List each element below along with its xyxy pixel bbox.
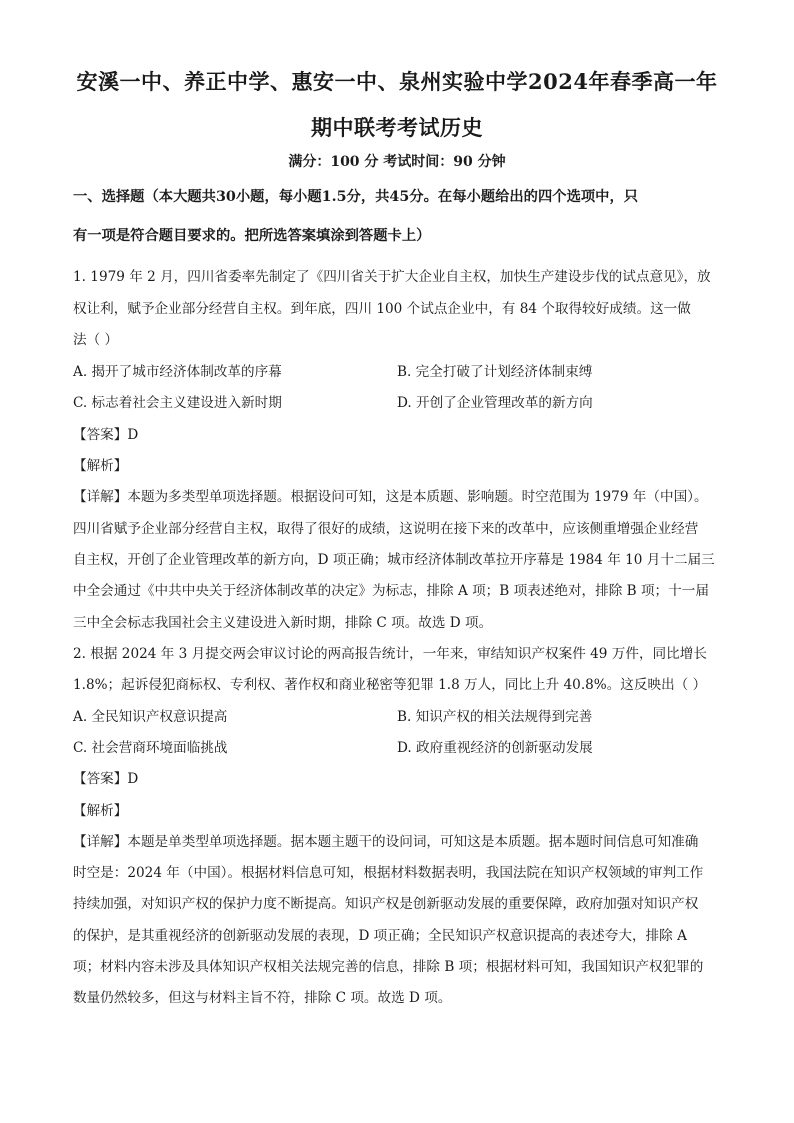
exam-title-line-1: 安溪一中、养正中学、惠安一中、泉州实验中学2024年春季高一年: [76, 69, 718, 94]
q1-option-b: B. 完全打破了计划经济体制束缚: [397, 364, 593, 380]
q2-stem-line-1: 2. 根据 2024 年 3 月提交两会审议讨论的两高报告统计，一年来，审结知识产权案件 49 万件，同比增长: [73, 646, 707, 662]
q1-stem-line-1: 1. 1979 年 2 月，四川省委率先制定了《四川省关于扩大企业自主权，加快生产建设步伐的试点意见》，放: [73, 269, 711, 285]
q2-detail-line-4: 的保护，是其重视经济的创新驱动发展的表现，D 项正确；全民知识产权意识提高的表述夸大，排除 A: [73, 928, 687, 944]
exam-title-line-2: 期中联考考试历史: [311, 115, 483, 140]
exam-meta: 满分：100 分 考试时间：90 分钟: [288, 154, 506, 170]
q2-detail-line-2: 时空是：2024 年（中国）。根据材料信息可知，根据材料数据表明，我国法院在知识产权领域的审判工作: [73, 865, 704, 881]
q2-option-a: A. 全民知识产权意识提高: [73, 709, 228, 725]
q1-detail-line-5: 三中全会标志我国社会主义建设进入新时期，排除 C 项。故选 D 项。: [73, 615, 493, 631]
section-heading-line-2: 有一项是符合题目要求的。把所选答案填涂到答题卡上）: [73, 228, 431, 244]
q1-stem-line-2: 权让利，赋予企业部分经营自主权。到年底，四川 100 个试点企业中，有 84 个取得较好成绩。这一做: [73, 301, 691, 317]
q2-stem-line-2: 1.8%；起诉侵犯商标权、专利权、著作权和商业秘密等犯罪 1.8 万人，同比上升 40.8%。这反映出（ ）: [73, 677, 707, 693]
q1-option-c: C. 标志着社会主义建设进入新时期: [73, 395, 282, 411]
q1-answer: 【答案】D: [73, 427, 139, 443]
section-heading-line-1: 一、选择题（本大题共30小题，每小题1.5分，共45分。在每小题给出的四个选项中，只: [73, 189, 639, 205]
q1-detail-line-3: 自主权，开创了企业管理改革的新方向，D 项正确；城市经济体制改革拉开序幕是 1984 年 10 月十二届三: [73, 552, 715, 568]
q2-detail-line-1: 【详解】本题是单类型单项选择题。据本题主题干的设问词，可知这是本质题。据本题时间信息可知准确: [73, 834, 699, 850]
q1-option-a: A. 揭开了城市经济体制改革的序幕: [73, 364, 282, 380]
q2-option-c: C. 社会营商环境面临挑战: [73, 740, 228, 756]
q2-option-d: D. 政府重视经济的创新驱动发展: [397, 740, 593, 756]
q1-analysis-label: 【解析】: [73, 458, 128, 474]
q1-stem-line-3: 法（ ）: [73, 332, 119, 348]
q2-detail-line-6: 数量仍然较多，但这与材料主旨不符，排除 C 项。故选 D 项。: [73, 990, 452, 1006]
q2-answer: 【答案】D: [73, 771, 139, 787]
q2-analysis-label: 【解析】: [73, 803, 128, 819]
q1-detail-line-4: 中全会通过《中共中央关于经济体制改革的决定》为标志，排除 A 项；B 项表述绝对，排除 B 项；十一届: [73, 583, 709, 599]
q2-detail-line-5: 项；材料内容未涉及具体知识产权相关法规完善的信息，排除 B 项；根据材料可知，我国知识产权犯罪的: [73, 959, 704, 975]
q1-detail-line-2: 四川省赋予企业部分经营自主权，取得了很好的成绩，这说明在接下来的改革中，应该侧重增强企业经营: [73, 521, 699, 537]
q2-option-b: B. 知识产权的相关法规得到完善: [397, 709, 593, 725]
q1-detail-line-1: 【详解】本题为多类型单项选择题。根据设问可知，这是本质题、影响题。时空范围为 1979 年（中国）。: [73, 489, 708, 505]
q2-detail-line-3: 持续加强，对知识产权的保护力度不断提高。知识产权是创新驱动发展的重要保障，政府加强对知识产权: [73, 896, 699, 912]
q1-option-d: D. 开创了企业管理改革的新方向: [397, 395, 593, 411]
